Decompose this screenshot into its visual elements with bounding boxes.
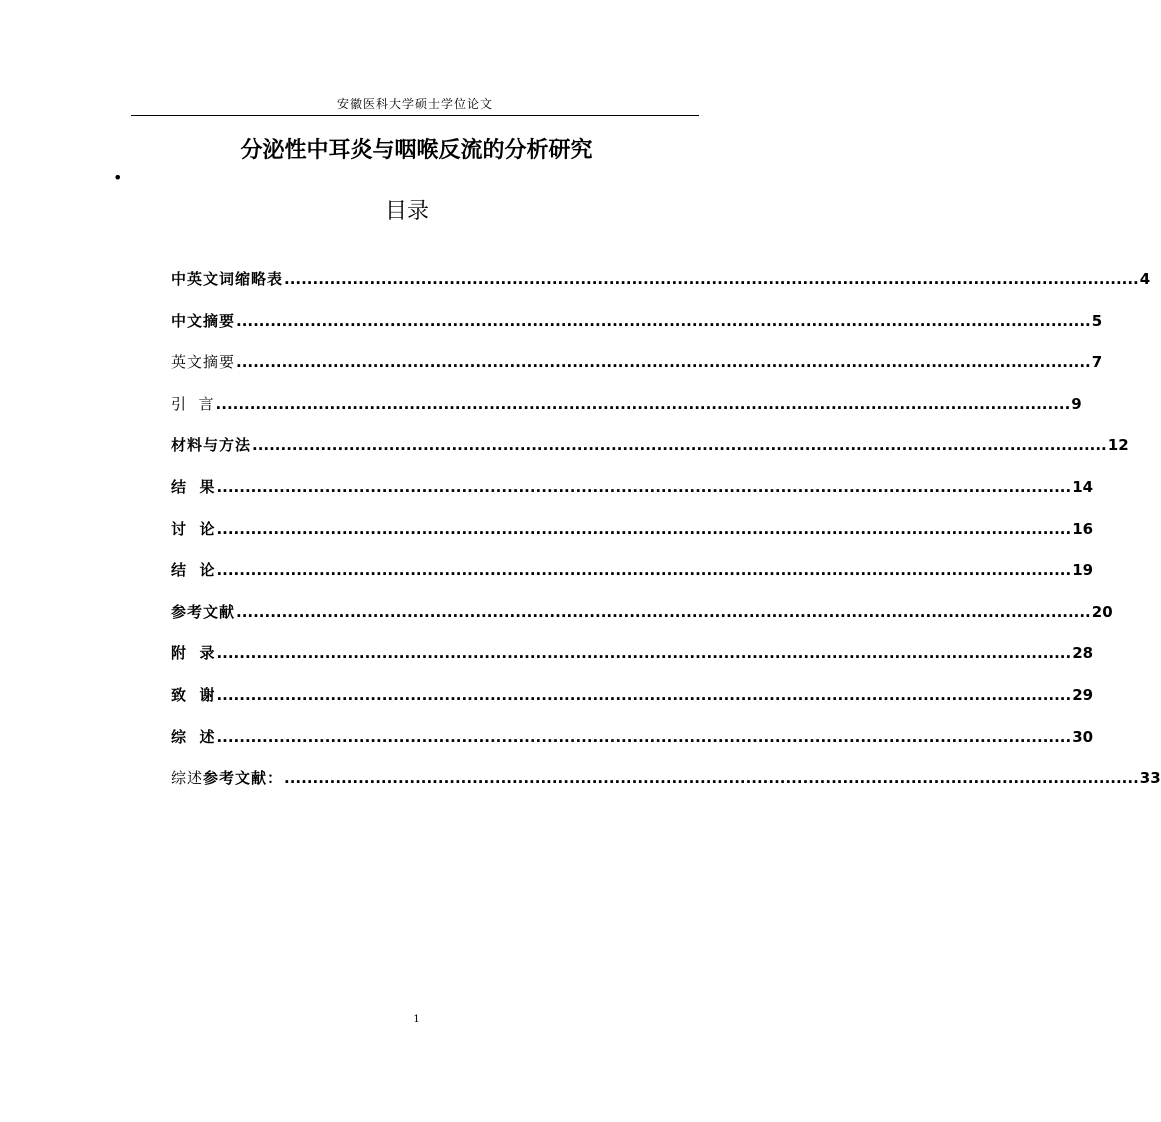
toc-entry-conclusion[interactable] [171,558,1094,600]
toc-entry-page: 7 [1091,353,1103,372]
toc-entry-label: 英文摘要 [171,353,236,372]
toc-leader-dots: ...................................................................................................................................................... [216,477,1072,496]
toc-entry-review-references[interactable] [171,766,1161,808]
toc-entry-page: 12 [1107,436,1129,455]
toc-entry-label [171,766,283,790]
toc-leader-dots: ...................................................................................................................................................... [236,353,1091,372]
toc-entry-results[interactable] [171,475,1094,517]
toc-entry-page: 29 [1072,685,1094,704]
toc-leader-dots: ...................................................................................................................................................... [236,311,1091,330]
toc-leader-dots: ...................................................................................................................................................... [284,270,1139,288]
toc-entry-page: 5 [1091,311,1103,330]
toc-entry-page: 14 [1072,477,1094,496]
toc-entry-introduction[interactable] [171,392,1082,434]
toc-entry-page: 9 [1071,394,1082,413]
toc-leader-dots: ...................................................................................................................................................... [216,727,1072,746]
thesis-title: 分泌性中耳炎与咽喉反流的分析研究 [240,138,593,163]
toc-leader-dots: ...................................................................................................................................................... [215,394,1071,413]
page-number: 1 [413,1014,420,1025]
toc-entry-label-bold: 参考文献： [203,769,284,788]
toc-leader-dots: ...................................................................................................................................................... [216,685,1072,704]
toc-leader-dots: ...................................................................................................................................................... [216,561,1072,580]
toc-entry-label: 附 录 [171,644,216,663]
table-of-contents [171,267,1161,808]
toc-entry-label: 综 述 [171,727,216,746]
toc-entry-appendix[interactable] [171,641,1094,683]
toc-entry-english-abstract[interactable] [171,350,1103,392]
toc-entry-page: 30 [1072,727,1094,746]
toc-entry-page: 16 [1072,519,1094,538]
toc-entry-chinese-abstract[interactable] [171,309,1103,351]
toc-entry-label-regular: 综述 [171,769,204,788]
toc-entry-label: 引 言 [171,394,215,413]
toc-heading: 目录 [384,199,429,224]
toc-entry-label: 讨 论 [171,519,216,538]
toc-leader-dots: ...................................................................................................................................................... [252,436,1107,455]
toc-entry-label: 结 果 [171,477,216,496]
toc-entry-methods[interactable] [171,433,1129,475]
toc-entry-references[interactable] [171,600,1113,642]
toc-entry-review[interactable] [171,725,1094,767]
toc-entry-label: 结 论 [171,561,216,580]
toc-leader-dots: ...................................................................................................................................................... [216,644,1072,663]
toc-leader-dots: ...................................................................................................................................................... [284,769,1139,788]
toc-entry-page: 33 [1139,769,1161,788]
toc-entry-label: 参考文献 [171,602,236,621]
toc-entry-page: 28 [1072,644,1094,663]
toc-entry-discussion[interactable] [171,517,1094,559]
toc-leader-dots: ...................................................................................................................................................... [236,602,1091,621]
toc-leader-dots: ...................................................................................................................................................... [216,519,1072,538]
toc-entry-acknowledgements[interactable] [171,683,1094,725]
bullet-marker: • [113,168,123,187]
toc-entry-label: 材料与方法 [171,436,252,455]
toc-entry-page: 19 [1072,561,1094,580]
toc-entry-page: 4 [1139,270,1151,288]
toc-entry-label: 中英文词缩略表 [171,270,284,288]
toc-entry-label: 中文摘要 [171,311,236,330]
running-header: 安徽医科大学硕士学位论文 [131,94,699,116]
toc-entry-label: 致 谢 [171,685,216,704]
toc-entry-page: 20 [1091,602,1113,621]
toc-entry-abbreviations[interactable] [171,267,1151,309]
